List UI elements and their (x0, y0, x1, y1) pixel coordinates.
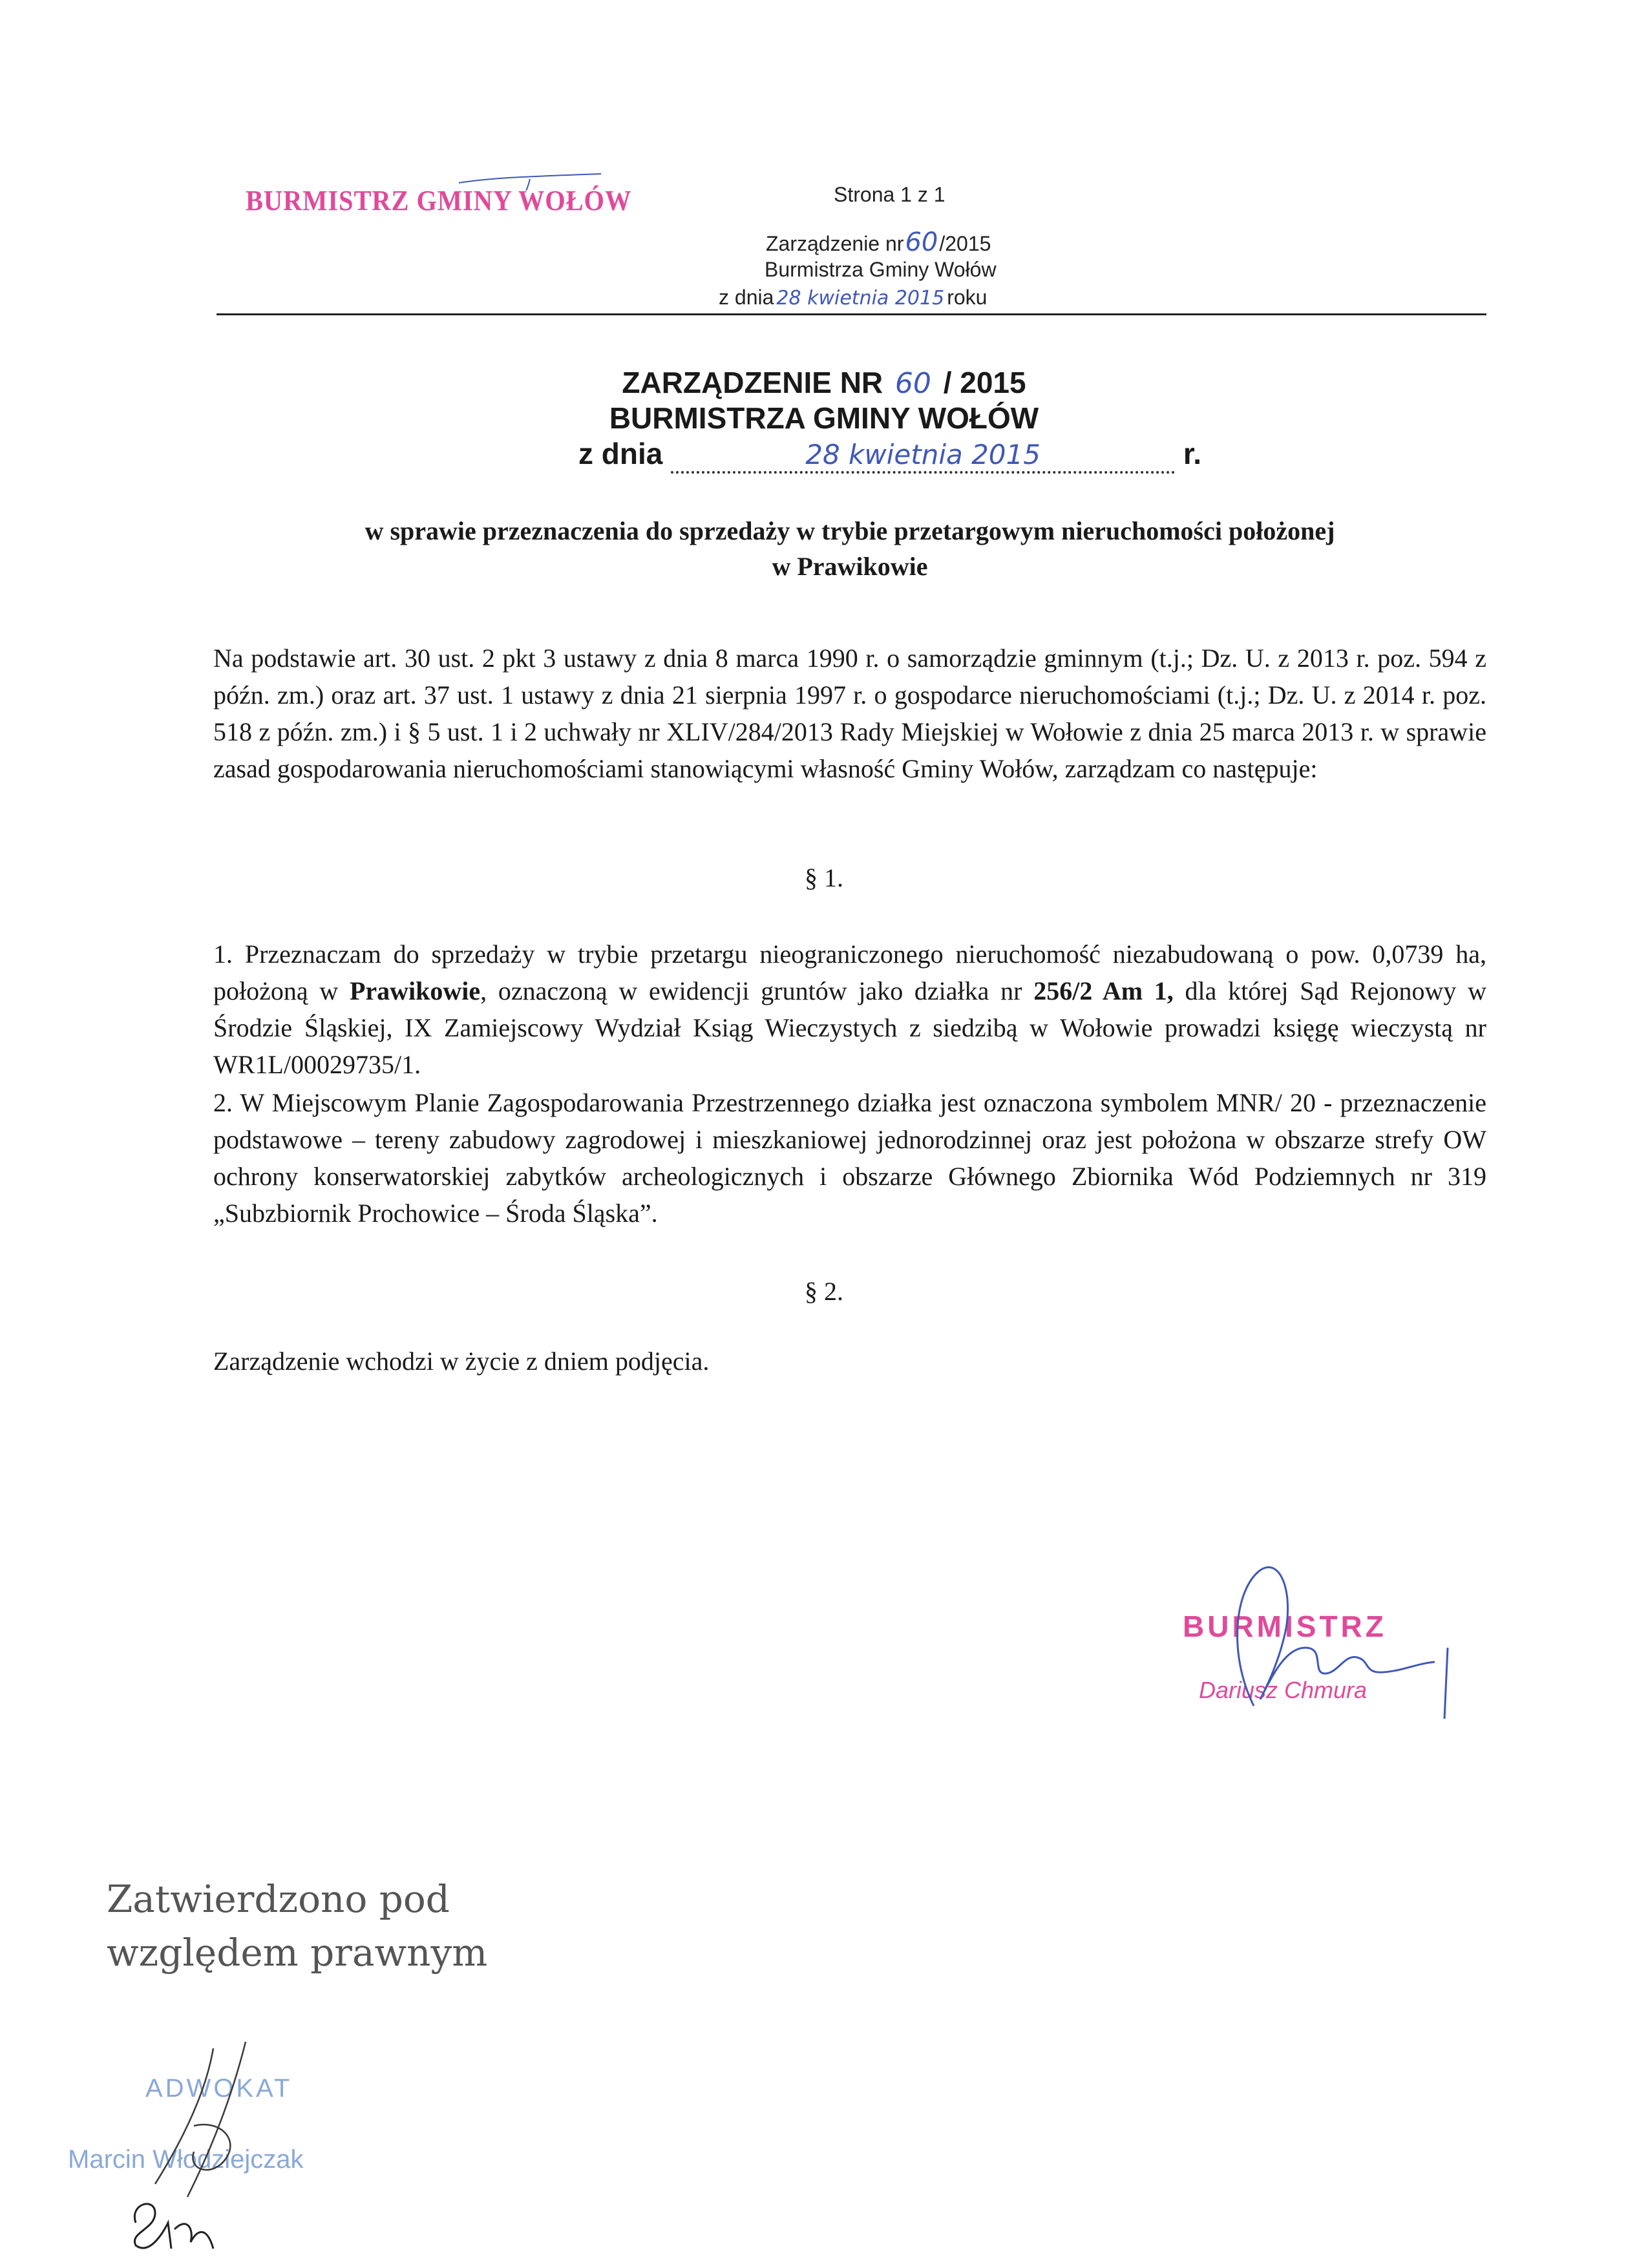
header-date: z dnia 28 kwietnia 2015 roku (719, 286, 988, 310)
document-issuer: BURMISTRZA GMINY WOŁÓW (609, 401, 1039, 435)
mayor-signature (1215, 1551, 1474, 1745)
section-1-item-1: 1. Przeznaczam do sprzedaży w trybie przetargu nieograniczonego nieruchomość niezabudowaną o pow. 0,0739 ha, położoną w Prawikowie, oznaczoną w ewidencji gruntów jako działka nr 256/2 Am 1, dla której Sąd Rejonowy w Środzie Śląskiej, IX Zamiejscowy Wydział Ksiąg Wieczystych z siedzibą w Wołowie prowadzi księgę wieczystą nr WR1L/00029735/1. (213, 940, 1486, 1079)
advocate-stamp-title: ADWOKAT (145, 2074, 293, 2103)
approval-line-1: Zatwierdzono pod (107, 1877, 450, 1921)
header-order-number: Zarządzenie nr60/2015 (766, 227, 991, 257)
stamp-burmistrz-header: BURMISTRZ GMINY WOŁÓW (246, 185, 632, 216)
preamble: Na podstawie art. 30 ust. 2 pkt 3 ustawy z dnia 8 marca 1990 r. o samorządzie gminnym (t.j.; Dz. U. z 2013 r. poz. 594 z późn. zm.) oraz art. 37 ust. 1 ustawy z dnia 21 sierpnia 1997 r. o gospodarce nieruchomościami (t.j.; Dz. U. z 2014 r. poz. 518 z późn. zm.) i § 5 ust. 1 i 2 uchwały nr XLIV/284/2013 Rady Miejskiej w Wołowie z dnia 25 marca 2013 r. w sprawie zasad gospodarowania nieruchomościami stanowiącymi własność Gminy Wołów, zarządzam co następuje: (213, 644, 1486, 783)
section-2-heading: § 2. (805, 1277, 843, 1306)
section-1-heading: § 1. (805, 863, 843, 892)
advocate-stamp-name: Marcin Włodziejczak (68, 2145, 304, 2174)
advocate-signature (116, 2035, 297, 2255)
section-1-item-2: 2. W Miejscowym Planie Zagospodarowania Przestrzennego działka jest oznaczona symbolem MNR/ 20 - przeznaczenie podstawowe – tereny zabudowy zagrodowej i mieszkaniowej jednorodzinnej oraz jest położona w obszarze strefy OW ochrony konserwatorskiej zabytków archeologicznych i obszarze Głównego Zbiornika Wód Podziemnych nr 319 „Subzbiornik Prochowice – Środa Śląska”. (213, 1088, 1486, 1228)
handwritten-number: 60 (905, 227, 938, 257)
subject-line-2: w Prawikowie (772, 552, 928, 581)
page-number: Strona 1 z 1 (834, 183, 945, 206)
place-name: Prawikowie (349, 976, 481, 1005)
mayor-stamp-title: BURMISTRZ (1183, 1610, 1387, 1643)
header-divider (217, 313, 1486, 315)
handwritten-title-number: 60 (894, 367, 931, 400)
stamp-top-scribble (452, 165, 607, 191)
document-title: ZARZĄDZENIE NR 60 / 2015 (622, 366, 1026, 400)
handwritten-date: 28 kwietnia 2015 (776, 287, 945, 310)
approval-line-2: względem prawnym (107, 1931, 488, 1975)
section-2-text: Zarządzenie wchodzi w życie z dniem podjęcia. (213, 1347, 710, 1376)
handwritten-title-date: 28 kwietnia 2015 (805, 439, 1041, 470)
subject-line-1: w sprawie przeznaczenia do sprzedaży w trybie przetargowym nieruchomości położonej (364, 516, 1335, 545)
mayor-stamp-name: Dariusz Chmura (1199, 1677, 1368, 1703)
document-date: z dnia 28 kwietnia 2015 r. (578, 436, 1201, 474)
parcel-number: 256/2 Am 1, (1033, 976, 1174, 1005)
header-authority: Burmistrza Gminy Wołów (765, 258, 997, 281)
